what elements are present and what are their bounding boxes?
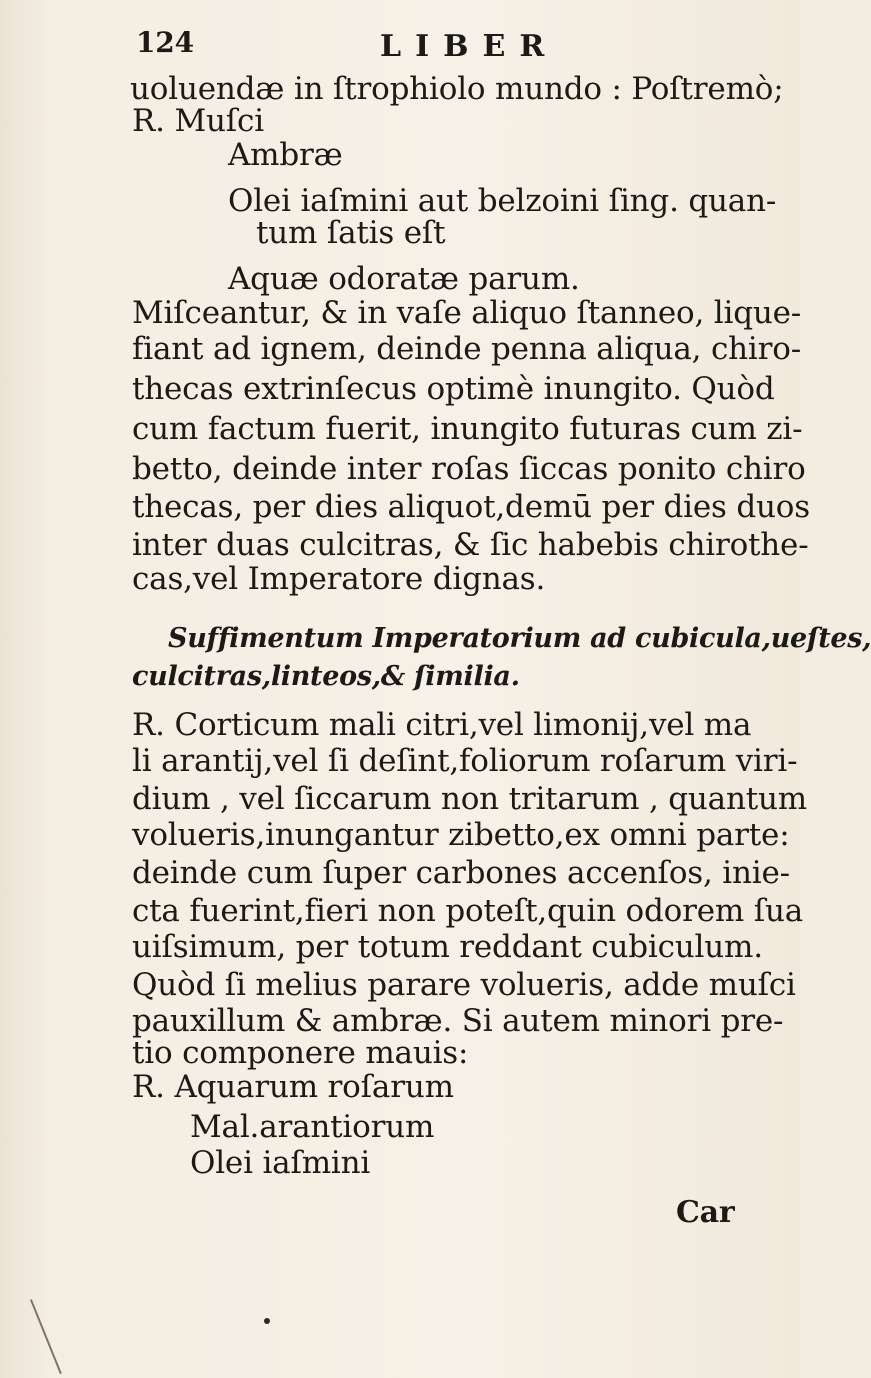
text-line: Quòd ſi melius parare volueris, adde muſci [132,967,796,1003]
text-line: tum ſatis eſt [256,215,446,251]
catchword: Car [676,1195,735,1230]
text-line: li arantij,vel ſi deſint,foliorum roſarum viri- [132,743,798,779]
text-line: cta fuerint,fieri non poteſt,quin odorem ſua [132,893,804,929]
text-line: cas,vel Imperatore dignas. [132,561,546,597]
text-line: thecas extrinſecus optimè inungito. Quòd [132,371,775,407]
text-line: thecas, per dies aliquot,demū per dies duos [132,489,810,525]
page-number: 124 [136,26,194,59]
text-line: uoluendæ in ſtrophiolo mundo : Poſtremò; [130,71,784,107]
text-line: pauxillum & ambræ. Si autem minori pre- [132,1003,784,1039]
heading-line: culcitras,linteos,& ſimilia. [132,661,520,692]
text-line: Ambræ [228,137,343,173]
text-line: fiant ad ignem, deinde penna aliqua, chiro- [132,331,801,367]
text-line: dium , vel ſiccarum non tritarum , quantum [132,781,807,817]
text-line: uiſsimum, per totum reddant cubiculum. [132,929,763,965]
text-line: Miſceantur, & in vaſe aliquo ſtanneo, lique- [132,295,802,331]
page-edge-mark [30,1299,62,1374]
ink-speck [264,1318,270,1324]
text-line: inter duas culcitras, & ſic habebis chirothe- [132,527,809,563]
text-line: Mal.arantiorum [190,1109,435,1145]
running-head: LIBER [380,29,559,64]
text-line: R. Corticum mali citri,vel limonij,vel ma [132,707,752,743]
text-line: Olei iaſmini [190,1145,371,1181]
text-line: volueris,inungantur zibetto,ex omni parte: [132,817,790,853]
text-line: R. Aquarum roſarum [132,1069,454,1105]
text-line: cum factum fuerit, inungito futuras cum zi- [132,411,803,447]
text-line: tio componere mauis: [132,1035,469,1071]
text-line: Olei iaſmini aut belzoini ſing. quan- [228,183,777,219]
text-line: Aquæ odoratæ parum. [228,261,580,297]
heading-line: Suffimentum Imperatorium ad cubicula,ueſtes, [168,623,871,654]
text-line: betto, deinde inter roſas ſiccas ponito chiro [132,451,806,487]
text-line: R. Muſci [132,103,264,139]
text-line: deinde cum ſuper carbones accenſos, inie- [132,855,790,891]
